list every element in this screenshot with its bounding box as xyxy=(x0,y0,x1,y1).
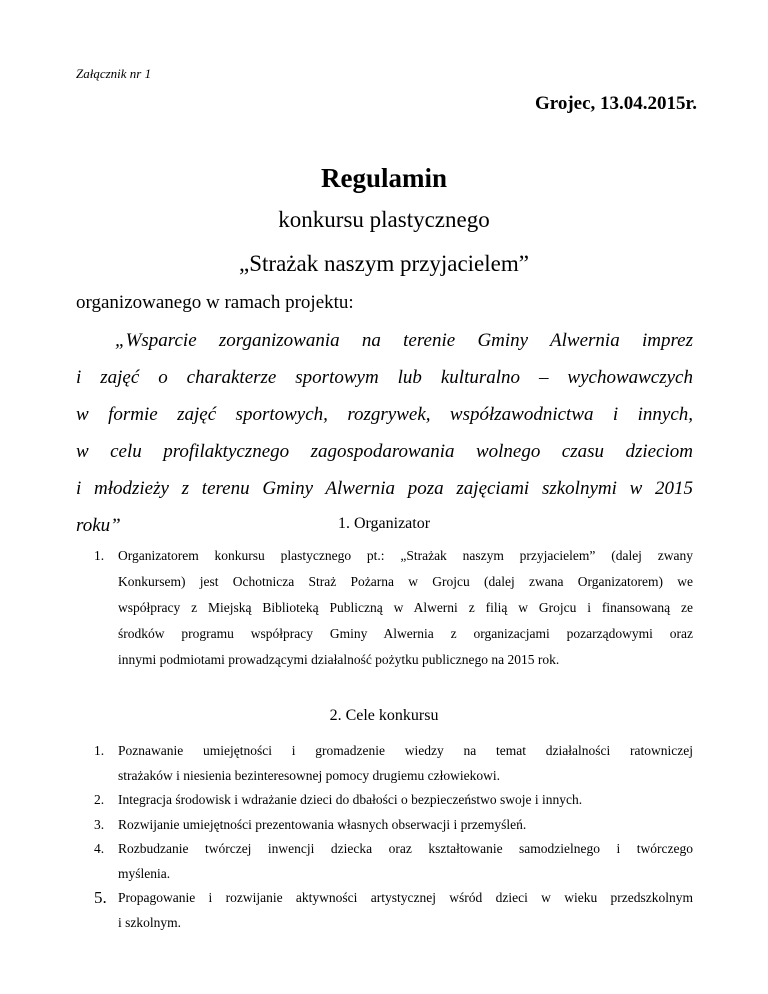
project-line: i zajęć o charakterze sportowym lub kulturalno – wychowawczych xyxy=(76,367,693,388)
list-item-line: Integracja środowisk i wdrażanie dzieci do dbałości o bezpieczeństwo swoje i innych. xyxy=(118,792,583,807)
project-line: i młodzieży z terenu Gminy Alwernia poza zajęciami szkolnymi w 2015 xyxy=(76,478,693,499)
organizer-list xyxy=(94,543,693,673)
project-line: roku” xyxy=(76,515,121,536)
list-item-line: Konkursem) jest Ochotnicza Straż Pożarna w Grojcu (dalej zwana Organizatorem) we xyxy=(118,574,693,589)
list-item-number: 5. xyxy=(94,888,107,907)
list-item-line: Rozwijanie umiejętności prezentowania własnych obserwacji i przemyśleń. xyxy=(118,816,527,832)
attachment-label: Załącznik nr 1 xyxy=(76,66,152,81)
list-item-line: Poznawanie umiejętności i gromadzenie wiedzy na temat działalności ratowniczej xyxy=(118,743,693,758)
place-date: Grojec, 13.04.2015r. xyxy=(534,93,697,114)
list-item-line: myślenia. xyxy=(118,865,171,881)
project-line: w formie zajęć sportowych, rozgrywek, współzawodnictwa i innych, xyxy=(76,404,693,425)
list-item xyxy=(94,543,693,673)
goals-list xyxy=(94,739,693,935)
list-item xyxy=(94,837,693,886)
list-item xyxy=(94,813,693,838)
list-item-number: 3. xyxy=(94,816,105,832)
document-title: Regulamin xyxy=(320,163,447,193)
list-item xyxy=(94,886,693,935)
intro-text: organizowanego w ramach projektu: xyxy=(76,292,354,313)
list-item-text xyxy=(118,739,693,788)
project-line: w celu profilaktycznego zagospodarowania wolnego czasu dzieciom xyxy=(76,441,693,462)
list-item-text xyxy=(118,886,693,935)
list-item-line: i szkolnym. xyxy=(118,914,181,930)
contest-name: „Strażak naszym przyjacielem” xyxy=(239,251,529,276)
document-subtitle: konkursu plastycznego xyxy=(278,207,490,232)
list-item xyxy=(94,739,693,788)
list-item-text xyxy=(118,788,693,813)
section-heading-organizer: 1. Organizator xyxy=(337,515,431,532)
list-item-line: innymi podmiotami prowadzącymi działalność pożytku publicznego na 2015 rok. xyxy=(118,652,560,667)
list-item-line: współpracy z Miejską Biblioteką Publiczną w Alwerni z filią w Grojcu i finansowaną ze xyxy=(118,600,693,615)
list-item-number: 1. xyxy=(94,743,105,758)
list-item-text xyxy=(118,837,693,886)
section-heading-goals: 2. Cele konkursu xyxy=(329,707,439,724)
list-item-number: 1. xyxy=(94,548,105,563)
list-item-line: środków programu współpracy Gminy Alwernia z organizacjami pozarządowymi oraz xyxy=(118,626,693,641)
list-item xyxy=(94,788,693,813)
list-item-number: 2. xyxy=(94,792,105,807)
list-item-text xyxy=(118,543,693,673)
list-item-line: Rozbudzanie twórczej inwencji dziecka oraz kształtowanie samodzielnego i twórczego xyxy=(118,841,693,856)
list-item-number: 4. xyxy=(94,841,105,856)
list-item-line: Propagowanie i rozwijanie aktywności artystycznej wśród dzieci w wieku przedszkolnym xyxy=(118,890,693,905)
project-name xyxy=(76,322,693,544)
project-line: „Wsparcie zorganizowania na terenie Gminy Alwernia imprez xyxy=(115,330,693,351)
list-item-text xyxy=(118,813,693,838)
list-item-line: Organizatorem konkursu plastycznego pt.: „Strażak naszym przyjacielem” (dalej zwany xyxy=(118,548,693,563)
list-item-line: strażaków i niesienia bezinteresownej pomocy drugiemu człowiekowi. xyxy=(118,767,501,783)
